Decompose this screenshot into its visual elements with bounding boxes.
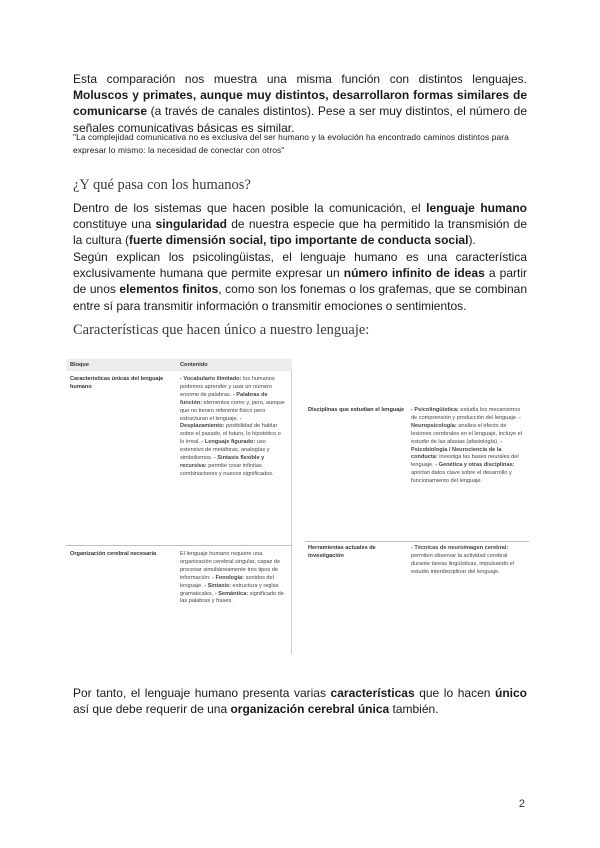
table-row-content: - Técnicas de neuroimagen cerebral: permiten observar la actividad cerebral durante tareas lingüísticas, impulsando el estudio interdisciplinar del lenguaje. (411, 545, 514, 575)
psicolinguistas-paragraph: Según explican los psicolingüistas, el lenguaje humano es una característica exclusivamente humana que permite expresar un número infinito de ideas a partir de unos elementos finitos, como son los fonemas o los grafemas, que se combinan entre sí para transmitir información o transmitir emociones o sentimientos. (73, 250, 527, 313)
humanos-paragraph: Dentro de los sistemas que hacen posible la comunicación, el lenguaje humano constituye una singularidad de nuestra especie que ha permitido la transmisión de la cultura (fuerte dimensión social, tipo importante de conducta social). (73, 201, 527, 248)
section-heading-humanos: ¿Y qué pasa con los humanos? (73, 177, 251, 193)
characteristics-table-left (66, 359, 292, 654)
table-row-label: Características únicas del lenguaje humano (70, 376, 164, 390)
table-row-label: Organización cerebral necesaria (70, 551, 157, 557)
section-heading-caracteristicas: Características que hacen único a nuestro lenguaje: (73, 322, 370, 338)
intro-paragraph: Esta comparación nos muestra una misma función con distintos lenguajes. Moluscos y primates, aunque muy distintos, desarrollaron formas similares de comunicarse (a través de canales distintos). Pese a ser muy distintos, el número de señales comunicativas básicas es similar. (73, 72, 527, 135)
quote-text: "La complejidad comunicativa no es exclusiva del ser humano y la evolución ha encontrado caminos distintos para expresar lo mismo: la necesidad de conectar con otros" (73, 132, 509, 155)
table-row-label: Disciplinas que estudian el lenguaje (308, 407, 405, 413)
table-row-content: - Vocabulario ilimitado: los humanos podemos aprender y usar un número enorme de palabras. - Palabras de función: elementos como y, pero, aunque que no tienen referente físico pero estructuran el lenguaje. - Desplazamiento: posibilidad de hablar sobre el pasado, el futuro, lo hipotético o lo irreal. - Lenguaje figurado: uso extensivo de metáforas, analogías y simbolismos. - Sintaxis flexible y recursiva: permite crear infinitas combinaciones y nuevos significados. (180, 376, 285, 477)
table-col-bloque: Bloque (70, 362, 89, 368)
table-col-contenido: Contenido (180, 362, 208, 368)
table-header-bg (66, 359, 292, 371)
table-row-divider (305, 541, 529, 542)
conclusion-paragraph: Por tanto, el lenguaje humano presenta varias características que lo hacen único así que debe requerir de una organización cerebral única también. (73, 686, 527, 717)
page-number: 2 (518, 798, 525, 810)
table-row-content: - Psicolingüística: estudia los mecanismos de comprensión y producción del lenguaje. - Neuropsicología: analiza el efecto de lesiones cerebrales en el lenguaje, incluye el estudio de las afasias (afasiología). - Psicobiología / Neurociencia de la conducta: investiga las bases neurales del lenguaje. - Genética y otras disciplinas: aportan datos clave sobre el desarrollo y funcionamiento del lenguaje. (411, 407, 523, 485)
table-border (291, 371, 292, 654)
characteristics-table-right (305, 400, 531, 600)
table-row-content: El lenguaje humano requiere una organización cerebral singular, capaz de procesar simultáneamente tres tipos de información: - Fonología: sonidos del lenguaje. - Sintaxis: estructura y reglas gramaticales. - Semántica: significado de las palabras y frases. (180, 551, 284, 605)
table-row-label: Herramientas actuales de investigación (308, 545, 376, 559)
table-row-divider (66, 545, 292, 546)
